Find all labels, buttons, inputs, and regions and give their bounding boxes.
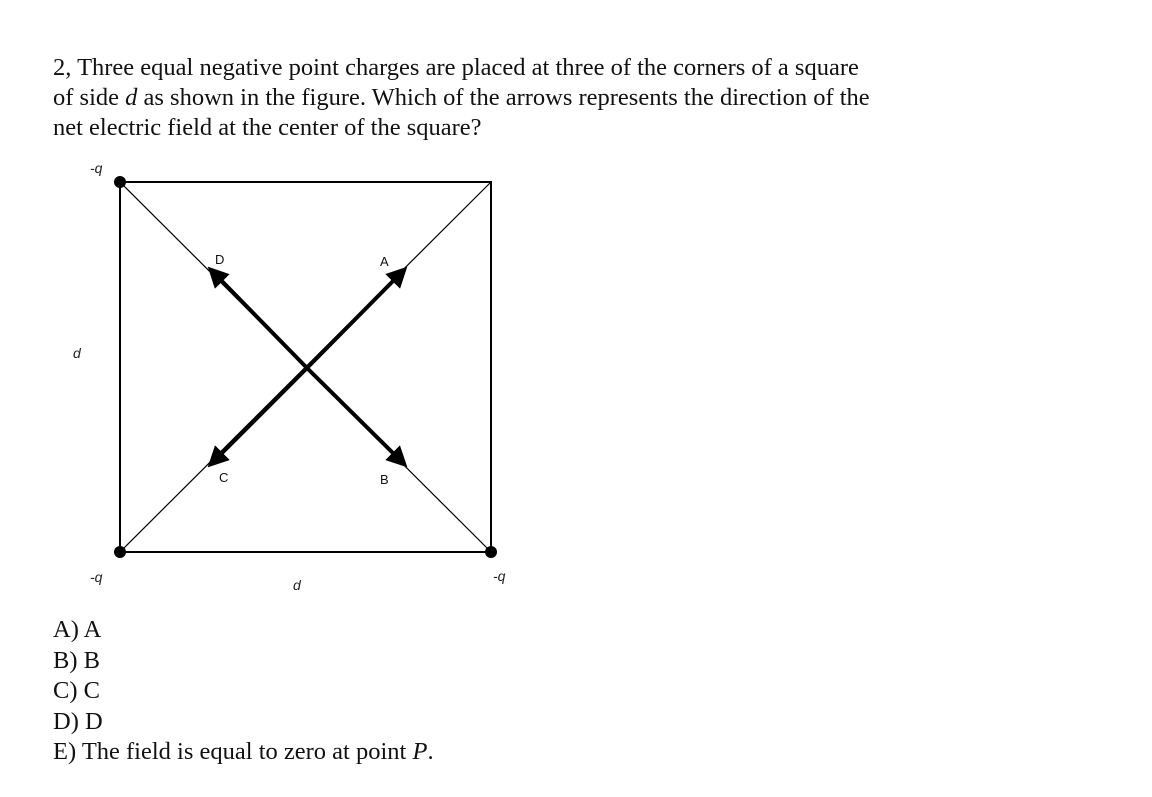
charge-bottom-left	[114, 546, 126, 558]
arrow-b	[307, 368, 400, 460]
choice-b[interactable]	[53, 646, 434, 677]
charge-label-top-left: -q	[90, 160, 103, 176]
charge-bottom-right	[485, 546, 497, 558]
arrow-label-b: B	[380, 472, 389, 487]
choice-e[interactable]	[53, 737, 434, 768]
side-label-bottom: d	[293, 577, 301, 593]
answer-choices	[53, 615, 434, 768]
choice-letter: C)	[53, 677, 78, 704]
choice-c[interactable]	[53, 676, 434, 707]
side-variable: d	[125, 84, 138, 111]
choice-end: .	[427, 738, 434, 765]
question-text-part1: Three equal negative point charges are placed at three of the corners of a square of side	[53, 54, 859, 111]
charge-label-bottom-right: -q	[493, 568, 506, 584]
square-charge-figure	[60, 158, 540, 603]
question-text	[53, 53, 873, 143]
arrow-label-a: A	[380, 254, 389, 269]
choice-letter: E)	[53, 738, 77, 765]
choice-text: C	[83, 677, 100, 704]
figure-svg	[60, 158, 540, 603]
choice-text: The field is equal to zero at point	[81, 738, 407, 765]
arrow-a	[307, 274, 400, 368]
arrow-c	[215, 368, 307, 460]
choice-a[interactable]	[53, 615, 434, 646]
choice-letter: A)	[53, 616, 79, 643]
choice-text: B	[83, 646, 100, 674]
arrow-label-d: D	[215, 252, 225, 267]
choice-letter: B)	[53, 646, 78, 674]
arrow-d	[215, 274, 307, 368]
choice-text: D	[84, 707, 103, 735]
charge-label-bottom-left: -q	[90, 569, 103, 585]
side-label-left: d	[73, 345, 81, 361]
choice-d[interactable]	[53, 707, 434, 738]
question-text-part2: as shown in the figure. Which of the arrows represents the direction of the net electric field at the center of the square?	[53, 84, 870, 141]
point-variable: P	[412, 738, 428, 765]
choice-text: A	[83, 616, 102, 643]
charge-top-left	[114, 176, 126, 188]
arrow-label-c: C	[219, 470, 229, 485]
choice-letter: D)	[53, 707, 79, 735]
question-number: 2,	[53, 54, 72, 81]
